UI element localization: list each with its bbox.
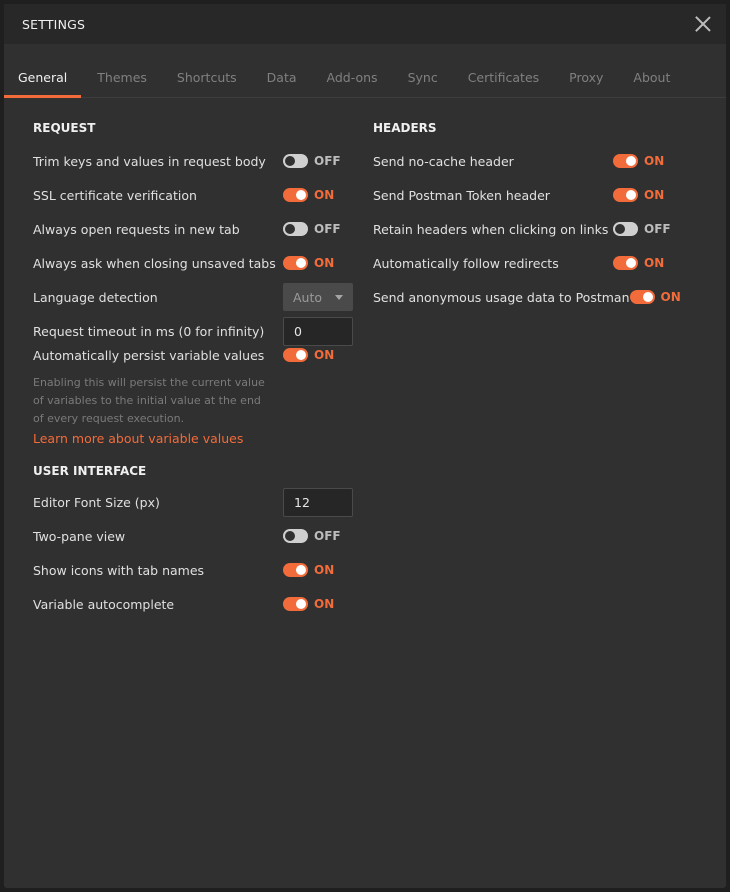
setting-timeout bbox=[33, 314, 353, 348]
toggle-state: OFF bbox=[314, 529, 341, 543]
toggle-switch-off[interactable] bbox=[283, 222, 308, 236]
new-tab-toggle[interactable] bbox=[283, 222, 353, 236]
toggle-switch-on[interactable] bbox=[613, 256, 638, 270]
setting-label: Variable autocomplete bbox=[33, 596, 175, 612]
setting-font-size bbox=[33, 485, 353, 519]
anonymous-usage-toggle[interactable] bbox=[630, 290, 684, 304]
setting-label: Send anonymous usage data to Postman bbox=[373, 289, 630, 305]
close-icon[interactable] bbox=[694, 15, 712, 33]
setting-language bbox=[33, 280, 353, 314]
tab-themes[interactable]: Themes bbox=[97, 69, 147, 85]
setting-label: Editor Font Size (px) bbox=[33, 494, 160, 510]
right-column bbox=[373, 120, 683, 314]
toggle-switch-on[interactable] bbox=[283, 597, 308, 611]
toggle-switch-on[interactable] bbox=[283, 563, 308, 577]
setting-two-pane bbox=[33, 519, 353, 553]
persist-help-text: Enabling this will persist the current value of variables to the initial value at the end of every request execution. bbox=[33, 376, 265, 425]
setting-label: Two-pane view bbox=[33, 528, 126, 544]
toggle-state: ON bbox=[314, 563, 335, 577]
toggle-switch-off[interactable] bbox=[613, 222, 638, 236]
tab-about[interactable]: About bbox=[633, 69, 671, 85]
setting-new-tab bbox=[33, 212, 353, 246]
trim-toggle[interactable] bbox=[283, 154, 353, 168]
tab-proxy[interactable]: Proxy bbox=[569, 69, 604, 85]
learn-more-link[interactable]: Learn more about variable values bbox=[33, 431, 244, 446]
select-value: Auto bbox=[293, 289, 323, 305]
general-settings bbox=[4, 98, 726, 612]
tab-add-ons[interactable]: Add-ons bbox=[326, 69, 378, 85]
setting-ssl bbox=[33, 178, 353, 212]
setting-label: SSL certificate verification bbox=[33, 187, 197, 203]
toggle-switch-on[interactable] bbox=[630, 290, 655, 304]
ui-section-title: USER INTERFACE bbox=[33, 464, 147, 478]
tab-general[interactable]: General bbox=[4, 57, 81, 97]
setting-redirects bbox=[373, 246, 683, 280]
setting-anonymous-usage bbox=[373, 280, 683, 314]
tab-shortcuts[interactable]: Shortcuts bbox=[176, 69, 237, 85]
setting-icons bbox=[33, 553, 353, 587]
caret-down-icon bbox=[335, 295, 343, 300]
postman-token-toggle[interactable] bbox=[613, 188, 683, 202]
setting-label: Language detection bbox=[33, 289, 158, 305]
toggle-switch-on[interactable] bbox=[283, 256, 308, 270]
left-column bbox=[33, 120, 353, 621]
toggle-switch-off[interactable] bbox=[283, 154, 308, 168]
ssl-toggle[interactable] bbox=[283, 188, 353, 202]
modal-title: SETTINGS bbox=[22, 16, 86, 32]
setting-label: Always ask when closing unsaved tabs bbox=[33, 255, 276, 271]
tab-data[interactable]: Data bbox=[266, 69, 297, 85]
settings-tabs bbox=[4, 44, 726, 98]
setting-label: Send Postman Token header bbox=[373, 187, 550, 203]
persist-toggle[interactable] bbox=[283, 348, 353, 362]
setting-autocomplete bbox=[33, 587, 353, 621]
ask-closing-toggle[interactable] bbox=[283, 256, 353, 270]
toggle-switch-on[interactable] bbox=[283, 348, 308, 362]
setting-label: Always open requests in new tab bbox=[33, 221, 240, 237]
toggle-switch-on[interactable] bbox=[613, 154, 638, 168]
modal-header bbox=[4, 4, 726, 44]
setting-label: Automatically persist variable values bbox=[33, 348, 265, 363]
setting-label: Retain headers when clicking on links bbox=[373, 221, 609, 237]
request-section-title: REQUEST bbox=[33, 121, 96, 135]
toggle-switch-on[interactable] bbox=[613, 188, 638, 202]
toggle-state: ON bbox=[314, 597, 335, 611]
setting-label: Request timeout in ms (0 for infinity) bbox=[33, 323, 265, 339]
toggle-state: OFF bbox=[644, 222, 671, 236]
headers-section-title: HEADERS bbox=[373, 121, 437, 135]
toggle-state: OFF bbox=[314, 222, 341, 236]
toggle-state: ON bbox=[314, 188, 335, 202]
autocomplete-toggle[interactable] bbox=[283, 597, 353, 611]
toggle-state: ON bbox=[644, 154, 665, 168]
timeout-input[interactable] bbox=[283, 317, 353, 346]
tab-certificates[interactable]: Certificates bbox=[467, 69, 540, 85]
redirects-toggle[interactable] bbox=[613, 256, 683, 270]
font-size-input[interactable] bbox=[283, 488, 353, 517]
toggle-state: ON bbox=[660, 290, 681, 304]
toggle-state: OFF bbox=[314, 154, 341, 168]
setting-persist bbox=[33, 348, 353, 374]
setting-label: Automatically follow redirects bbox=[373, 255, 559, 271]
toggle-state: ON bbox=[644, 256, 665, 270]
setting-no-cache bbox=[373, 144, 683, 178]
no-cache-toggle[interactable] bbox=[613, 154, 683, 168]
setting-ask-closing bbox=[33, 246, 353, 280]
toggle-state: ON bbox=[314, 348, 335, 362]
toggle-state: ON bbox=[644, 188, 665, 202]
language-select[interactable] bbox=[283, 283, 353, 311]
setting-postman-token bbox=[373, 178, 683, 212]
setting-trim bbox=[33, 144, 353, 178]
two-pane-toggle[interactable] bbox=[283, 529, 353, 543]
toggle-switch-on[interactable] bbox=[283, 188, 308, 202]
settings-modal bbox=[4, 4, 726, 888]
tab-sync[interactable]: Sync bbox=[407, 69, 438, 85]
setting-label: Send no-cache header bbox=[373, 153, 514, 169]
toggle-switch-off[interactable] bbox=[283, 529, 308, 543]
setting-retain-headers bbox=[373, 212, 683, 246]
toggle-state: ON bbox=[314, 256, 335, 270]
setting-label: Show icons with tab names bbox=[33, 562, 205, 578]
setting-label: Trim keys and values in request body bbox=[33, 153, 266, 169]
retain-headers-toggle[interactable] bbox=[613, 222, 683, 236]
icons-toggle[interactable] bbox=[283, 563, 353, 577]
